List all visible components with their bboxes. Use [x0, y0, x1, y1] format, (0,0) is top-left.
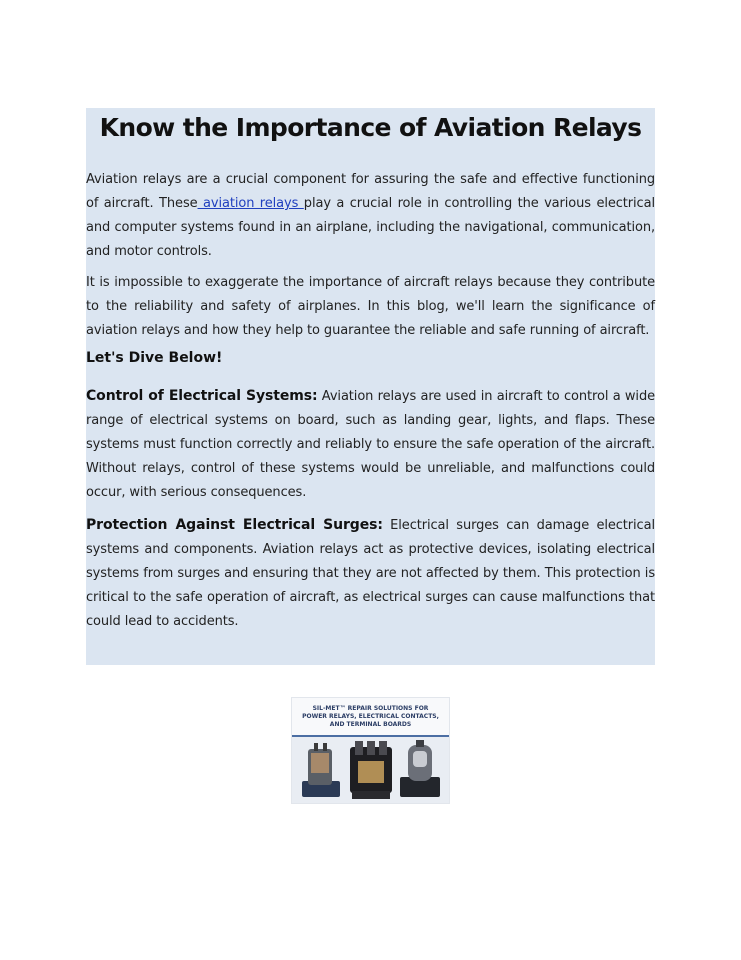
aviation-relays-link[interactable]: aviation relays [197, 196, 304, 211]
intro-text-after-link: play a crucial role in controlling the various electrical and computer systems found in an airplane, including the navigational, communication, and motor controls. [86, 196, 655, 259]
electrical-systems-lead: Control of Electrical Systems: [86, 388, 318, 404]
relay-product-image [291, 697, 450, 804]
section-heading: Let's Dive Below! [86, 350, 223, 366]
electrical-systems-text: Aviation relays are used in aircraft to control a wide range of electrical systems on board, such as landing gear, lights, and flaps. These systems must function correctly and reliably to ensure the safe operation of the aircraft. Without relays, control of these systems would be unreliable, and malfunctions could occur, with serious consequences. [86, 389, 655, 500]
surge-protection-lead: Protection Against Electrical Surges: [86, 517, 383, 533]
product-image-banner: SIL-MET™ REPAIR SOLUTIONS FOR POWER RELAYS, ELECTRICAL CONTACTS, AND TERMINAL BOARDS [292, 698, 449, 735]
page-title: Know the Importance of Aviation Relays [99, 113, 642, 142]
surge-protection-text: Electrical surges can damage electrical systems and components. Aviation relays act as protective devices, isolating electrical systems from surges and ensuring that they are not affected by them. This protection is critical to the safe operation of aircraft, as electrical surges can cause malfunctions that could lead to accidents. [86, 518, 655, 629]
intro-paragraph [86, 168, 655, 264]
relay-device-center [350, 741, 392, 799]
electrical-systems-paragraph [86, 384, 655, 505]
intro-text-before-link: Aviation relays are a crucial component for assuring the safe and effective functioning of aircraft. These [86, 172, 655, 211]
importance-paragraph: It is impossible to exaggerate the importance of aircraft relays because they contribute to the reliability and safety of airplanes. In this blog, we'll learn the significance of aviation relays and how they help to guarantee the reliable and safe running of aircraft. [86, 275, 655, 338]
surge-protection-paragraph [86, 513, 655, 634]
relay-photo [292, 737, 449, 803]
